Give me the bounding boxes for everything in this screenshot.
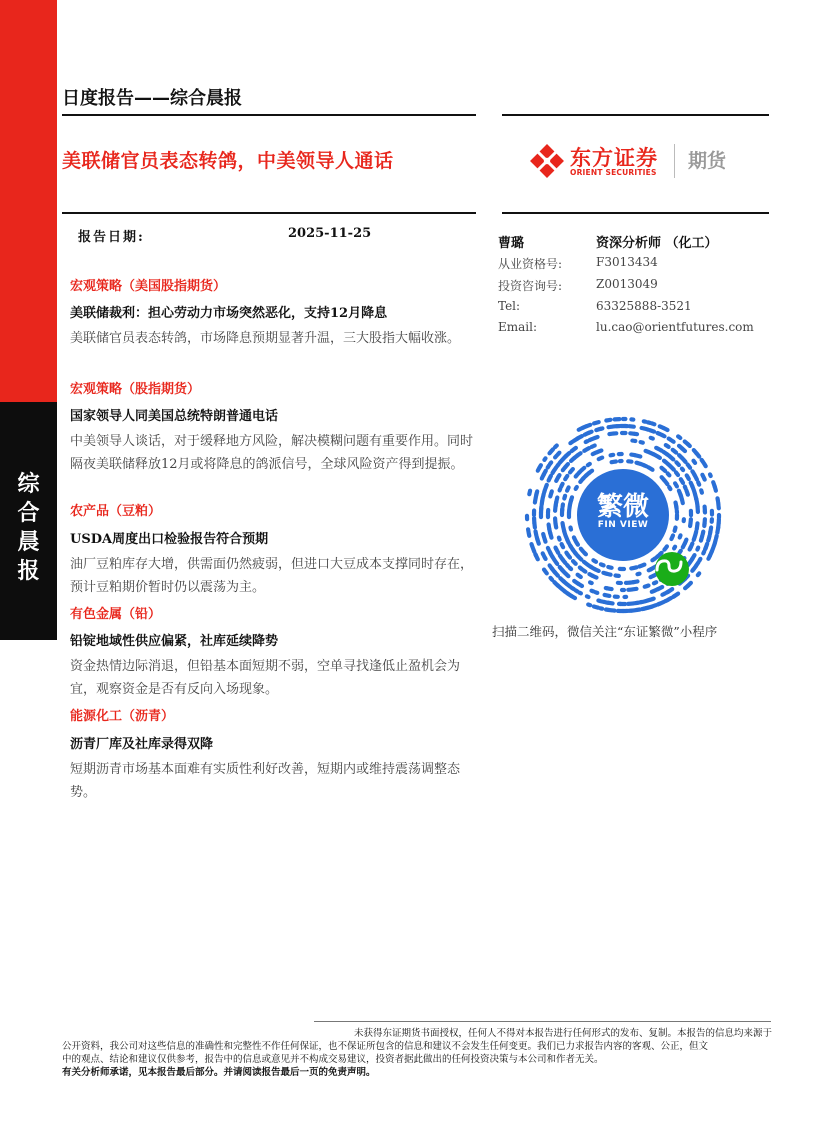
- qr-code-dash: [673, 596, 674, 597]
- qr-code-dash: [635, 455, 640, 456]
- qr-code-dash: [638, 574, 640, 575]
- qr-code-dash: [550, 565, 553, 569]
- qr-code-dash: [705, 548, 706, 550]
- qr-code-dash: [549, 525, 550, 530]
- qr-code-dash: [708, 536, 709, 541]
- qr-code-dash: [682, 499, 683, 504]
- analyst-field-label: Tel:: [498, 299, 521, 313]
- sidebar-char: 晨: [17, 530, 40, 555]
- qr-code-dash: [661, 435, 664, 437]
- qr-code-dash: [687, 475, 689, 479]
- qr-code-dash: [690, 547, 691, 549]
- qr-code-dash: [532, 544, 533, 548]
- section-title: 农产品（豆粕）: [70, 504, 162, 519]
- qr-code-dash: [560, 489, 561, 491]
- qr-code-dash: [560, 578, 564, 581]
- qr-code-dash: [570, 545, 571, 547]
- qr-code-dash: [675, 528, 676, 531]
- qr-code-dash: [708, 556, 710, 559]
- item-body: 资金热情边际消退，但铅基本面短期不弱，空单寻找逢低止盈机会为宜，观察资金是否有反向入场现象。: [70, 659, 461, 697]
- qr-code-dash: [562, 544, 564, 547]
- qr-code-dash: [664, 480, 667, 484]
- analyst-field-value: Z0013049: [596, 277, 658, 291]
- analyst-title: 资深分析师 （化工）: [596, 236, 718, 251]
- qr-code-dash: [682, 458, 685, 462]
- qr-code-dash: [646, 429, 648, 430]
- qr-code-dash: [597, 451, 602, 453]
- qr-code-dash: [544, 471, 546, 475]
- qr-code-dash: [608, 567, 611, 568]
- qr-code-dash: [588, 605, 590, 606]
- qr-code-dash: [578, 575, 581, 577]
- logo-divider: [674, 144, 675, 178]
- section-title: 能源化工（沥青）: [70, 709, 175, 724]
- qr-code-dash: [570, 469, 573, 472]
- qr-code-dash: [576, 590, 578, 591]
- qr-code-dash: [685, 487, 686, 489]
- qr-code-dash: [673, 450, 676, 453]
- qr-code-dash: [560, 556, 563, 560]
- qr-code-dash: [566, 553, 567, 555]
- sidebar-char: 综: [17, 472, 40, 497]
- qr-code-dash: [592, 591, 594, 592]
- qr-code-dash: [710, 474, 711, 476]
- item-body: 短期沥青市场基本面难有实质性利好改善，短期内或维持震荡调整态势。: [70, 762, 461, 800]
- item-title: 美联储裁利：担心劳动力市场突然恶化，支持12月降息: [70, 306, 388, 321]
- qr-code-dash: [598, 601, 600, 602]
- headline: 美联储官员表态转鸽，中美领导人通话: [62, 150, 394, 172]
- qr-code-dash: [631, 567, 636, 568]
- sidebar-red-band: [0, 0, 57, 402]
- qr-code-dash: [688, 465, 691, 468]
- qr-code-dash: [529, 491, 530, 495]
- qr-code-dash: [678, 436, 680, 438]
- qr-code-dash: [584, 562, 588, 565]
- disclaimer-line: 公开资料，我公司对这些信息的准确性和完整性不作任何保证，也不保证所包含的信息和建议不会发生任何变更。我们已力求报告内容的客观、公正，但文: [62, 1041, 709, 1052]
- qr-code-dash: [674, 547, 675, 549]
- qr-code-dash: [662, 468, 666, 471]
- qr-code-dash: [589, 574, 592, 576]
- qr-code-dash: [544, 458, 545, 460]
- disclaimer-rule: [314, 1021, 771, 1022]
- logo-suffix: 期货: [688, 150, 727, 172]
- qr-code-dash: [551, 578, 553, 580]
- qr-code-dash: [592, 446, 595, 447]
- qr-code-dash: [612, 462, 616, 463]
- qr-code-dash: [543, 494, 544, 496]
- qr-code-dash: [644, 465, 646, 466]
- qr-code-dash: [579, 593, 581, 594]
- qr-code-dash: [702, 475, 704, 480]
- logo-english-name: ORIENT SECURITIES: [570, 168, 657, 177]
- qr-code-dash: [561, 484, 562, 487]
- qr-code-dash: [567, 487, 569, 490]
- analyst-field-label: Email:: [498, 320, 538, 334]
- qr-code-dash: [564, 496, 565, 499]
- qr-code-dash: [682, 469, 683, 471]
- qr-code-dash: [574, 537, 576, 541]
- qr-code-dash: [641, 442, 643, 443]
- qr-code-dash: [699, 559, 700, 561]
- qr-code-dash: [548, 466, 549, 468]
- qr-code-dash: [692, 569, 693, 571]
- qr-code-dash: [586, 425, 590, 427]
- qr-code-dash: [680, 551, 681, 553]
- logo-chinese-name: 东方证券: [570, 146, 658, 170]
- qr-code-dash: [629, 426, 634, 427]
- qr-code-dash: [559, 538, 560, 540]
- qr-code-dash: [550, 462, 551, 464]
- section-title: 宏观策略（美国股指期货）: [70, 279, 227, 294]
- qr-code-dash: [590, 582, 592, 583]
- item-title: 国家领导人同美国总统特朗普通电话: [70, 409, 279, 424]
- qr-code-dash: [671, 535, 673, 539]
- qr-code-dash: [664, 428, 668, 430]
- qr-code-dash: [535, 554, 536, 556]
- sidebar-char: 报: [17, 559, 40, 584]
- qr-code-dash: [680, 535, 681, 537]
- qr-code-dash: [650, 430, 654, 432]
- qr-code-dash: [587, 596, 589, 597]
- qr-code-dash: [550, 491, 552, 496]
- item-body: 中美领导人谈话，对于缓释地方风险，解决模糊问题有重要作用。同时隔夜美联储释放12月或将降息的鸽派信号，全球风险资产得到提振。: [70, 434, 474, 472]
- qr-code-dash: [540, 465, 541, 467]
- qr-code-dash: [593, 560, 596, 562]
- qr-code-dash: [657, 556, 659, 557]
- qr-code-dash: [645, 586, 649, 587]
- qr-code-dash: [648, 422, 650, 423]
- qr-code-dash: [565, 453, 569, 457]
- qr-code-dash: [589, 471, 592, 473]
- qr-code-dash: [685, 586, 688, 588]
- qr-code-dash: [536, 491, 537, 494]
- qr-code-dash: [558, 453, 560, 455]
- qr-center-text: 繁微: [596, 492, 649, 522]
- qr-code-dash: [557, 464, 558, 466]
- qr-code-dash: [601, 564, 604, 565]
- qr-code-dash: [669, 487, 670, 489]
- qr-caption: 扫描二维码，微信关注“东证繁微”小程序: [492, 624, 718, 639]
- qr-code-dash: [565, 476, 567, 479]
- disclaimer-line: 中的观点、结论和建议仅供参考，报告中的信息或意见并不构成交易建议，投资者据此做出的任何投资决策与本公司和作者无关。: [62, 1054, 604, 1065]
- qr-code-dash: [666, 445, 669, 447]
- qr-code-dash: [651, 576, 654, 577]
- qr-code-dash: [649, 569, 651, 570]
- qr-code-dash: [588, 464, 590, 465]
- item-title: 铅锭地域性供应偏紧，社库延续降势: [70, 634, 279, 649]
- qr-code-dash: [605, 595, 610, 596]
- qr-code-dash: [536, 531, 537, 535]
- qr-code-dash: [695, 475, 697, 480]
- qr-code-dash: [581, 468, 584, 471]
- qr-center-subtext: FIN VIEW: [597, 520, 649, 530]
- qr-code-dash: [565, 464, 568, 467]
- qr-code-dash: [593, 437, 597, 439]
- qr-code-dash: [573, 561, 576, 564]
- qr-code-dash: [682, 449, 685, 452]
- qr-code-dash: [703, 552, 704, 554]
- qr-code-icon[interactable]: [520, 412, 726, 618]
- qr-code-dash: [667, 591, 669, 592]
- disclaimer: [62, 1027, 772, 1079]
- qr-code-dash: [652, 591, 655, 592]
- qr-code-dash: [688, 444, 690, 446]
- qr-code-dash: [586, 441, 588, 442]
- qr-code-dash: [543, 553, 544, 555]
- qr-code-dash: [594, 607, 598, 608]
- qr-code-dash: [599, 458, 603, 460]
- qr-code-dash: [595, 592, 597, 593]
- qr-code-dash: [628, 603, 633, 604]
- qr-code-dash: [606, 610, 611, 611]
- qr-code-dash: [543, 534, 544, 538]
- logo-mark-icon: [528, 142, 566, 180]
- qr-code-dash: [567, 565, 568, 566]
- qr-code-dash: [715, 486, 716, 491]
- qr-code-dash: [651, 438, 653, 439]
- qr-code-dash: [660, 450, 662, 451]
- qr-code-dash: [665, 600, 667, 601]
- qr-code-dash: [652, 423, 655, 424]
- item-body: 美联储官员表态转鸽，市场降息预期显著升温，三大股指大幅收涨。: [70, 331, 461, 346]
- qr-code-dash: [555, 446, 557, 448]
- sidebar-char: 合: [17, 501, 40, 526]
- qr-code-dash: [654, 582, 656, 583]
- report-date-label: 报告日期:: [78, 230, 145, 245]
- qr-code-dash: [589, 432, 592, 433]
- qr-code-dash: [701, 536, 702, 541]
- analyst-field-value: F3013434: [596, 255, 658, 269]
- qr-code-dash: [554, 582, 558, 586]
- analyst-field-label: 从业资格号:: [498, 257, 563, 271]
- analyst-field-value: 63325888-3521: [596, 299, 692, 313]
- sidebar-label: [0, 470, 57, 586]
- qr-code-dash: [683, 543, 685, 547]
- company-logo: [528, 140, 748, 182]
- qr-code-dash: [556, 498, 557, 503]
- qr-code-dash: [546, 485, 547, 489]
- qr-code-dash: [548, 548, 549, 550]
- qr-code-dash: [606, 420, 610, 421]
- qr-code-dash: [694, 461, 696, 463]
- qr-code-dash: [584, 448, 589, 451]
- qr-code-dash: [652, 558, 655, 560]
- qr-code-dash: [584, 570, 586, 571]
- disclaimer-line: 未获得东证期货书面授权，任何人不得对本报告进行任何形式的发布、复制。本报告的信息均来源于: [353, 1028, 772, 1039]
- qr-code-dash: [675, 483, 677, 486]
- qr-code-dash: [664, 546, 667, 549]
- qr-code-dash: [558, 475, 559, 477]
- qr-code-dash: [571, 497, 572, 500]
- item-title: USDA周度出口检验报告符合预期: [70, 532, 269, 547]
- qr-code-dash: [662, 593, 665, 594]
- report-date-value: 2025-11-25: [288, 226, 372, 241]
- qr-code-dash: [676, 462, 679, 465]
- qr-code-dash: [670, 457, 673, 460]
- qr-code-dash: [670, 466, 674, 470]
- qr-code-dash: [717, 528, 718, 533]
- qr-code-dash: [560, 567, 563, 570]
- qr-code-dash: [686, 490, 688, 494]
- wechat-miniprogram-icon: [655, 552, 689, 586]
- header-rule-left: [62, 114, 476, 116]
- qr-code-dash: [698, 482, 699, 484]
- qr-code-dash: [577, 453, 580, 455]
- qr-code-dash: [697, 453, 700, 456]
- qr-code-dash: [574, 581, 578, 584]
- qr-code-dash: [600, 428, 602, 429]
- section-title: 宏观策略（股指期货）: [70, 382, 201, 397]
- qr-code-dash: [701, 490, 702, 492]
- item-body: 油厂豆粕库存大增，供需面仍然疲弱，但进口大豆成本支撑同时存在，预计豆粕期价暂时仍以震荡为主。: [70, 557, 474, 595]
- qr-code-dash: [657, 456, 660, 458]
- qr-code-dash: [697, 548, 698, 550]
- qr-code-dash: [648, 467, 652, 470]
- qr-code-dash: [549, 551, 550, 553]
- qr-code-dash: [577, 436, 582, 439]
- qr-code-dash: [580, 568, 582, 570]
- disclaimer-notice: 有关分析师承诺，见本报告最后部分。并请阅读报告最后一页的免责声明。: [62, 1067, 376, 1078]
- header-rule-right: [502, 114, 769, 116]
- report-type-title: 日度报告——综合晨报: [62, 88, 242, 109]
- qr-code-dash: [704, 463, 706, 466]
- qr-code-dash: [658, 604, 660, 605]
- qr-code-dash: [549, 476, 551, 481]
- qr-code-dash: [676, 472, 678, 475]
- qr-code-dash: [681, 479, 683, 483]
- qr-code-dash: [603, 573, 606, 574]
- qr-code-dash: [639, 565, 644, 567]
- qr-code-dash: [556, 548, 557, 550]
- qr-code-dash: [611, 455, 614, 456]
- analyst-name: 曹璐: [498, 236, 525, 251]
- section-title: 有色金属（铅）: [70, 607, 162, 622]
- analyst-email-link[interactable]: lu.cao@orientfutures.com: [596, 320, 754, 334]
- qr-code-dash: [570, 568, 572, 569]
- qr-code-dash: [694, 536, 695, 540]
- analyst-field-label: 投资咨询号:: [498, 279, 563, 293]
- date-rule-left: [62, 212, 476, 214]
- qr-code-dash: [550, 449, 554, 453]
- qr-code-dash: [581, 549, 583, 552]
- qr-code-dash: [571, 528, 572, 530]
- qr-code-dash: [672, 441, 673, 442]
- qr-code-dash: [563, 523, 564, 527]
- qr-code-dash: [544, 570, 547, 574]
- qr-code-dash: [576, 487, 577, 489]
- qr-code-dash: [572, 448, 576, 451]
- date-rule-right: [502, 212, 769, 214]
- qr-code-dash: [698, 573, 699, 575]
- qr-code-dash: [594, 422, 599, 423]
- qr-code-dash: [668, 473, 670, 475]
- item-title: 沥青厂库及社库录得双降: [70, 737, 214, 752]
